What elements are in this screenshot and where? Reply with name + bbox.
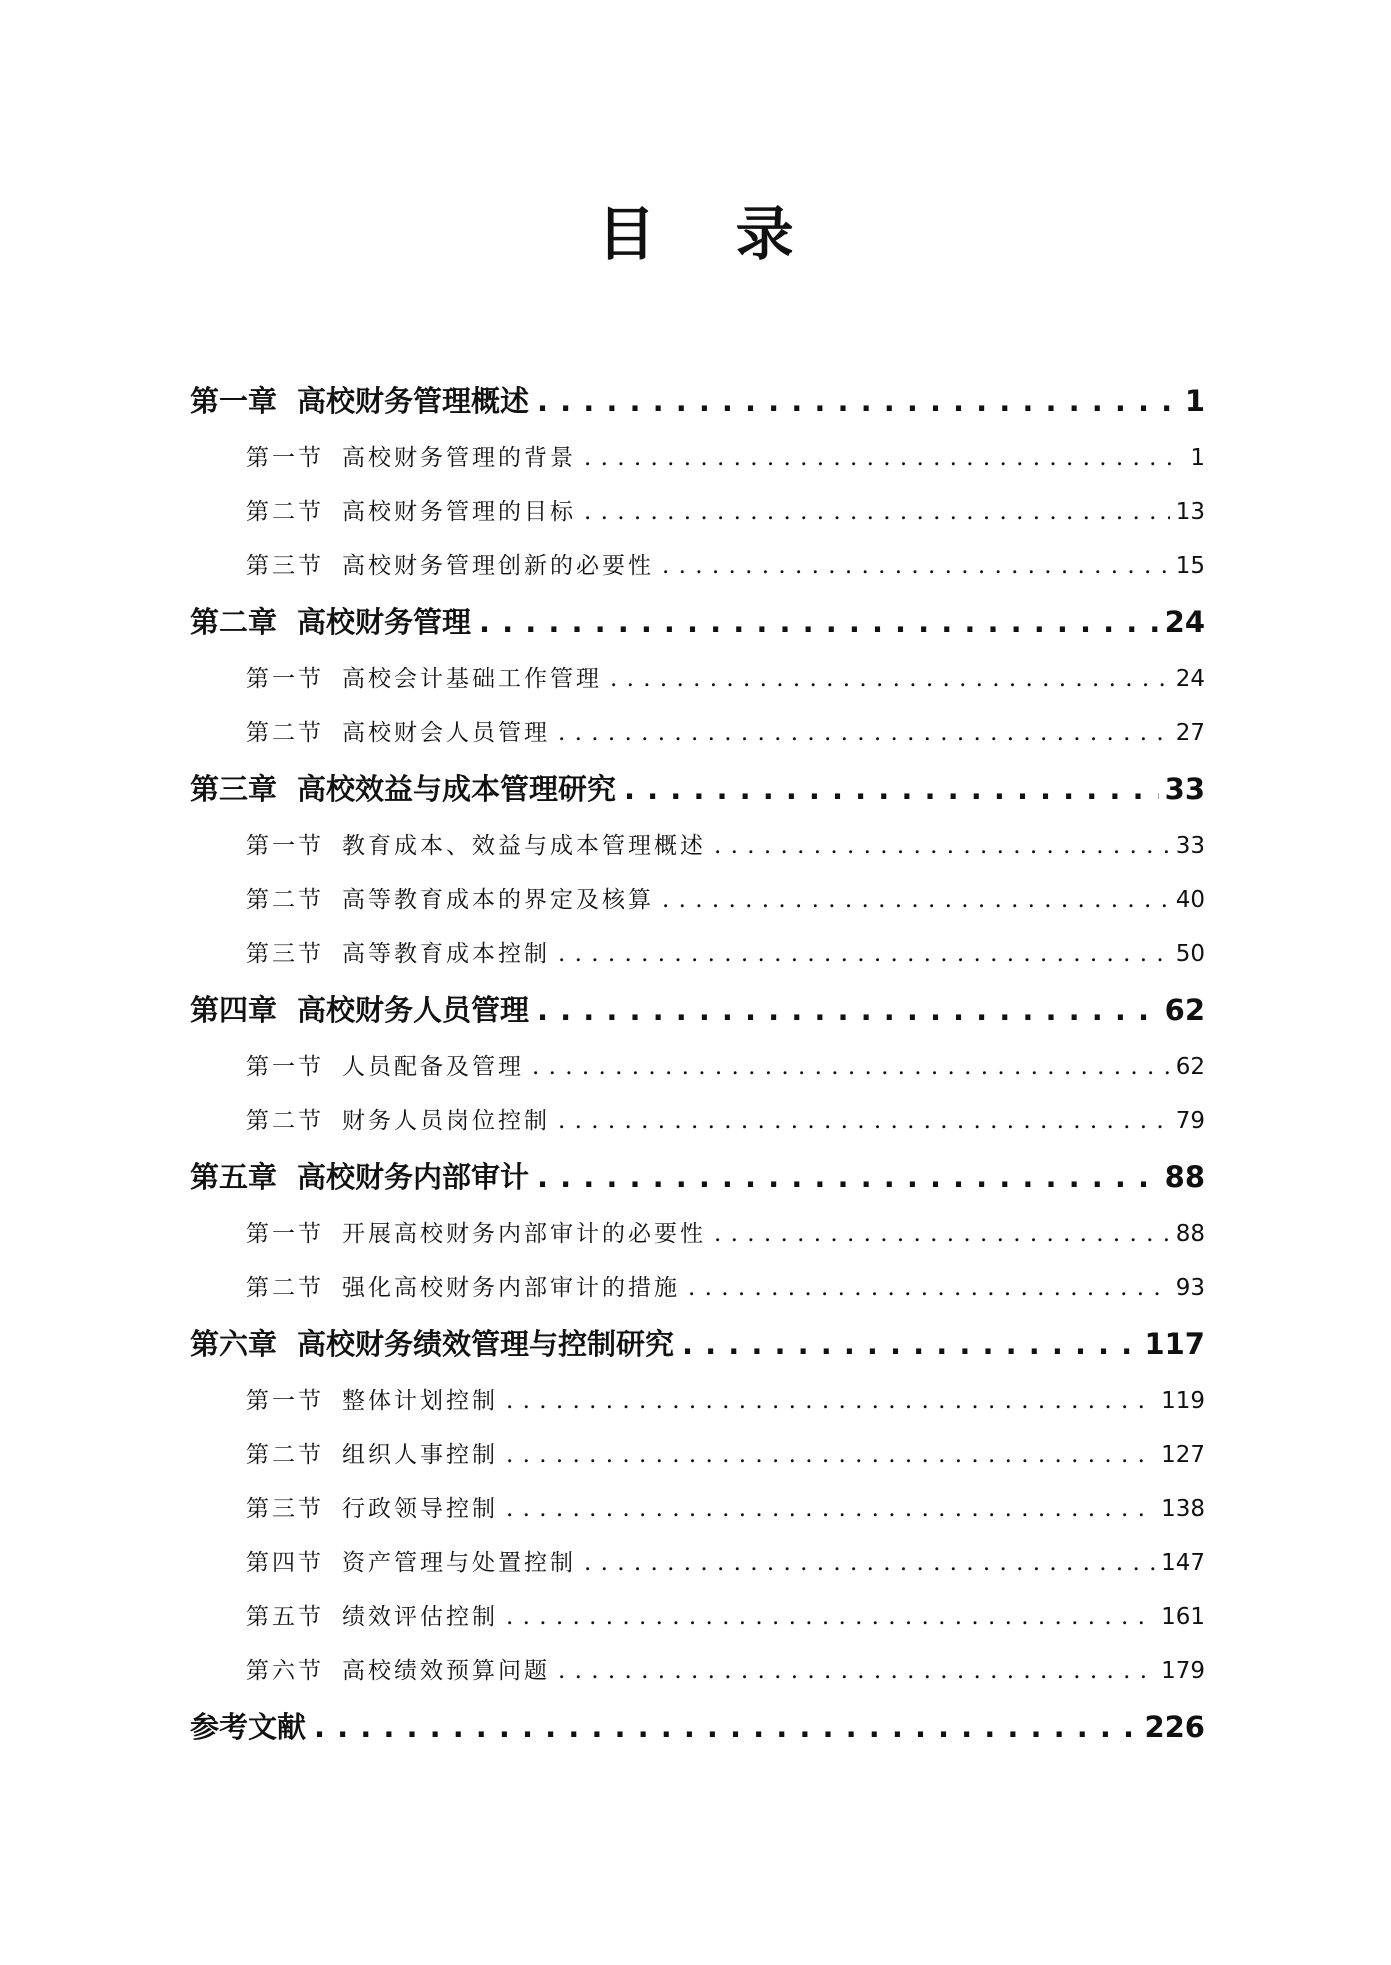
toc-section-entry[interactable] bbox=[190, 1536, 1205, 1590]
toc-dot-leader bbox=[662, 873, 1170, 927]
toc-entry-title: 高校财务内部审计 bbox=[297, 1160, 530, 1194]
toc-entry-title: 高校效益与成本管理研究 bbox=[297, 772, 617, 806]
toc-page-number: 1 bbox=[1184, 384, 1205, 418]
toc-entry-title: 高校财务管理的背景 bbox=[342, 445, 576, 471]
toc-page-number: 33 bbox=[1164, 772, 1205, 806]
toc-section-entry[interactable] bbox=[190, 1207, 1205, 1261]
toc-dot-leader bbox=[506, 1428, 1155, 1482]
toc-page-number: 147 bbox=[1161, 1550, 1205, 1576]
toc-section-entry[interactable] bbox=[190, 539, 1205, 593]
toc-entry-title: 高校财务绩效管理与控制研究 bbox=[297, 1327, 675, 1361]
toc-chapter-entry[interactable] bbox=[190, 372, 1205, 431]
toc-entry-title: 组织人事控制 bbox=[342, 1442, 498, 1468]
toc-page-number: 62 bbox=[1175, 1054, 1205, 1080]
toc-entry-number: 第一节 bbox=[246, 833, 324, 859]
toc-page-number: 226 bbox=[1144, 1710, 1205, 1744]
toc-page-number: 138 bbox=[1161, 1496, 1205, 1522]
toc-page-number: 1 bbox=[1190, 445, 1205, 471]
toc-dot-leader bbox=[688, 1261, 1170, 1315]
toc-section-entry[interactable] bbox=[190, 1261, 1205, 1315]
toc-section-entry[interactable] bbox=[190, 819, 1205, 873]
toc-entry-number: 第五章 bbox=[190, 1160, 278, 1194]
toc-dot-leader bbox=[584, 431, 1184, 485]
toc-entry-title: 高校财务管理创新的必要性 bbox=[342, 553, 654, 579]
table-of-contents bbox=[190, 372, 1205, 1757]
toc-page-number: 24 bbox=[1164, 605, 1205, 639]
toc-entry-number: 第一节 bbox=[246, 1221, 324, 1247]
toc-page-number: 33 bbox=[1175, 833, 1205, 859]
toc-dot-leader bbox=[682, 1315, 1138, 1374]
toc-dot-leader bbox=[506, 1482, 1155, 1536]
toc-chapter-entry[interactable] bbox=[190, 981, 1205, 1040]
toc-entry-title: 高校财会人员管理 bbox=[342, 720, 550, 746]
toc-dot-leader bbox=[584, 1536, 1155, 1590]
toc-page-number: 15 bbox=[1175, 553, 1205, 579]
toc-entry-title: 强化高校财务内部审计的措施 bbox=[342, 1275, 680, 1301]
toc-entry-number: 第四节 bbox=[246, 1550, 324, 1576]
toc-entry-title: 教育成本、效益与成本管理概述 bbox=[342, 833, 706, 859]
toc-section-entry[interactable] bbox=[190, 1428, 1205, 1482]
toc-entry-number: 第二节 bbox=[246, 1108, 324, 1134]
toc-entry-number: 第二节 bbox=[246, 720, 324, 746]
toc-entry-number: 第五节 bbox=[246, 1604, 324, 1630]
toc-entry-title: 开展高校财务内部审计的必要性 bbox=[342, 1221, 706, 1247]
toc-page-number: 93 bbox=[1175, 1275, 1205, 1301]
toc-section-entry[interactable] bbox=[190, 706, 1205, 760]
toc-entry-title: 高校绩效预算问题 bbox=[342, 1658, 550, 1684]
toc-entry-title: 高等教育成本控制 bbox=[342, 941, 550, 967]
toc-chapter-entry[interactable] bbox=[190, 1315, 1205, 1374]
toc-page-number: 27 bbox=[1175, 720, 1205, 746]
toc-page-number: 62 bbox=[1164, 993, 1205, 1027]
toc-section-entry[interactable] bbox=[190, 1374, 1205, 1428]
toc-entry-number: 第二节 bbox=[246, 1275, 324, 1301]
toc-dot-leader bbox=[537, 372, 1179, 431]
toc-dot-leader bbox=[610, 652, 1170, 706]
toc-entry-number: 第一节 bbox=[246, 445, 324, 471]
toc-section-entry[interactable] bbox=[190, 1644, 1205, 1698]
toc-page-number: 50 bbox=[1175, 941, 1205, 967]
toc-section-entry[interactable] bbox=[190, 485, 1205, 539]
toc-entry-number: 第三章 bbox=[190, 772, 278, 806]
toc-entry-number: 第三节 bbox=[246, 553, 324, 579]
toc-entry-title: 绩效评估控制 bbox=[342, 1604, 498, 1630]
toc-entry-title: 高校财务管理 bbox=[297, 605, 472, 639]
toc-entry-title: 整体计划控制 bbox=[342, 1388, 498, 1414]
toc-page-number: 79 bbox=[1175, 1108, 1205, 1134]
toc-dot-leader bbox=[506, 1374, 1155, 1428]
toc-section-entry[interactable] bbox=[190, 1094, 1205, 1148]
toc-dot-leader bbox=[506, 1590, 1155, 1644]
toc-entry-title: 参考文献 bbox=[190, 1710, 307, 1744]
toc-dot-leader bbox=[714, 819, 1170, 873]
toc-page-number: 161 bbox=[1161, 1604, 1205, 1630]
toc-section-entry[interactable] bbox=[190, 927, 1205, 981]
toc-section-entry[interactable] bbox=[190, 652, 1205, 706]
toc-chapter-entry[interactable] bbox=[190, 593, 1205, 652]
toc-page-number: 88 bbox=[1175, 1221, 1205, 1247]
toc-entry-title: 高校财务管理概述 bbox=[297, 384, 530, 418]
toc-entry-title: 高校财务管理的目标 bbox=[342, 499, 576, 525]
toc-entry-number: 第二节 bbox=[246, 1442, 324, 1468]
toc-chapter-entry[interactable] bbox=[190, 1698, 1205, 1757]
toc-chapter-entry[interactable] bbox=[190, 760, 1205, 819]
toc-entry-number: 第一章 bbox=[190, 384, 278, 418]
toc-dot-leader bbox=[558, 927, 1170, 981]
toc-dot-leader bbox=[714, 1207, 1170, 1261]
toc-dot-leader bbox=[558, 1644, 1155, 1698]
toc-page-number: 13 bbox=[1175, 499, 1205, 525]
toc-entry-title: 资产管理与处置控制 bbox=[342, 1550, 576, 1576]
toc-entry-number: 第一节 bbox=[246, 1054, 324, 1080]
toc-dot-leader bbox=[584, 485, 1170, 539]
toc-entry-number: 第二节 bbox=[246, 887, 324, 913]
toc-entry-title: 高等教育成本的界定及核算 bbox=[342, 887, 654, 913]
toc-entry-number: 第二章 bbox=[190, 605, 278, 639]
toc-entry-number: 第三节 bbox=[246, 941, 324, 967]
toc-section-entry[interactable] bbox=[190, 1482, 1205, 1536]
toc-dot-leader bbox=[662, 539, 1170, 593]
toc-entry-number: 第一节 bbox=[246, 666, 324, 692]
toc-entry-number: 第六节 bbox=[246, 1658, 324, 1684]
toc-entry-number: 第三节 bbox=[246, 1496, 324, 1522]
toc-entry-title: 人员配备及管理 bbox=[342, 1054, 524, 1080]
toc-dot-leader bbox=[537, 1148, 1159, 1207]
toc-entry-title: 高校会计基础工作管理 bbox=[342, 666, 602, 692]
toc-section-entry[interactable] bbox=[190, 1040, 1205, 1094]
toc-section-entry[interactable] bbox=[190, 431, 1205, 485]
toc-dot-leader bbox=[558, 1094, 1170, 1148]
toc-entry-title: 行政领导控制 bbox=[342, 1496, 498, 1522]
toc-page-number: 119 bbox=[1161, 1388, 1205, 1414]
toc-dot-leader bbox=[537, 981, 1159, 1040]
toc-dot-leader bbox=[624, 760, 1159, 819]
toc-entry-number: 第六章 bbox=[190, 1327, 278, 1361]
page-title: 目 录 bbox=[597, 200, 824, 268]
toc-dot-leader bbox=[479, 593, 1159, 652]
toc-entry-number: 第一节 bbox=[246, 1388, 324, 1414]
toc-page-number: 179 bbox=[1161, 1658, 1205, 1684]
toc-entry-number: 第四章 bbox=[190, 993, 278, 1027]
toc-dot-leader bbox=[314, 1698, 1138, 1757]
toc-page-number: 117 bbox=[1144, 1327, 1205, 1361]
toc-page-number: 127 bbox=[1161, 1442, 1205, 1468]
toc-section-entry[interactable] bbox=[190, 1590, 1205, 1644]
toc-dot-leader bbox=[532, 1040, 1170, 1094]
toc-page-number: 24 bbox=[1175, 666, 1205, 692]
toc-entry-title: 高校财务人员管理 bbox=[297, 993, 530, 1027]
toc-dot-leader bbox=[558, 706, 1170, 760]
toc-section-entry[interactable] bbox=[190, 873, 1205, 927]
toc-entry-number: 第二节 bbox=[246, 499, 324, 525]
toc-entry-title: 财务人员岗位控制 bbox=[342, 1108, 550, 1134]
toc-page-number: 88 bbox=[1164, 1160, 1205, 1194]
toc-chapter-entry[interactable] bbox=[190, 1148, 1205, 1207]
toc-page-number: 40 bbox=[1175, 887, 1205, 913]
